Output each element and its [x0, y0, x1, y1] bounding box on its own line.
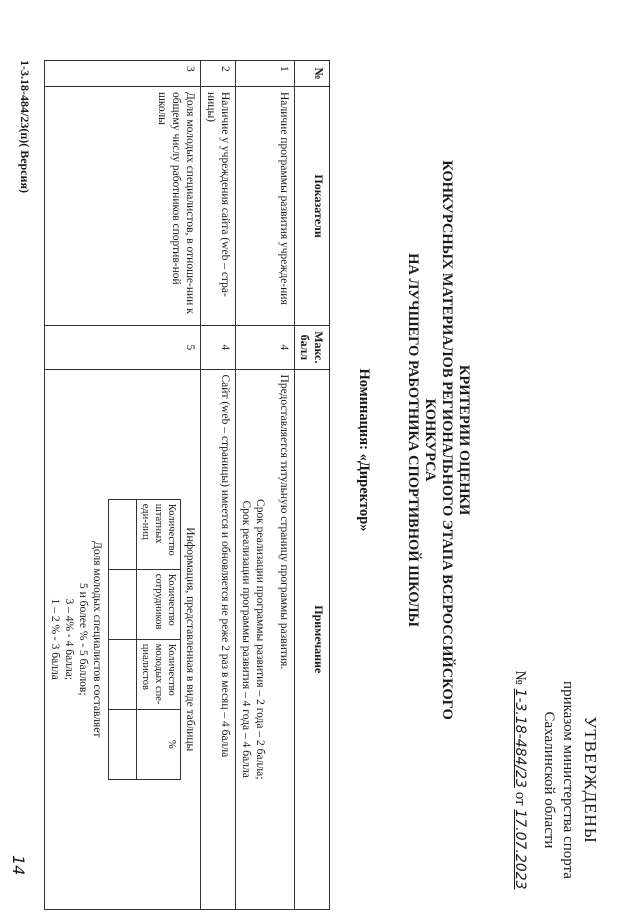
nomination-heading: Номинация: «Директор»	[356, 368, 372, 532]
share-line: Доля молодых специалистов составляет	[91, 541, 103, 738]
header-max-score: Макс. балл	[295, 326, 330, 369]
share-line: 1 – 2 % - 3 балла	[49, 598, 61, 680]
specialists-col-staff-units: Количество штатных еди-ниц	[137, 499, 181, 569]
row-note	[45, 369, 201, 909]
note-line: Предоставляется титульную страницу программы развития.	[278, 374, 290, 670]
share-line: 5 и более % - 5 баллов;	[77, 582, 89, 696]
row-max-score: 4	[236, 326, 295, 369]
order-number-value: 1-3.18-484/23	[512, 688, 528, 788]
share-scoring	[48, 375, 104, 904]
header-indicator: Показатели	[295, 86, 330, 325]
specialists-col-young: Количество молодых спе-циалистов	[137, 639, 181, 709]
order-number-prefix: №	[512, 670, 528, 685]
empty-cell	[109, 639, 137, 709]
header-note: Примечание	[295, 369, 330, 909]
document-title	[404, 120, 472, 760]
empty-cell	[109, 569, 137, 639]
criteria-table	[44, 60, 330, 910]
row-max-score: 4	[201, 326, 236, 369]
specialists-table-empty-row	[109, 499, 137, 779]
row-number: 1	[236, 61, 295, 87]
empty-cell	[109, 709, 137, 779]
table-row	[236, 61, 295, 910]
table-row	[201, 61, 236, 910]
table-header-row	[295, 61, 330, 910]
order-date-value: 17.07.2023	[512, 809, 528, 890]
specialists-col-percent: %	[137, 709, 181, 779]
title-line-3: НА ЛУЧШЕГО РАБОТНИКА СПОРТИВНОЙ ШКОЛЫ	[405, 253, 421, 627]
empty-cell	[109, 499, 137, 569]
note-line: Срок реализации программы развития – 4 года – 4 балла	[240, 500, 252, 778]
approval-stamp	[510, 660, 600, 900]
title-line-1: КРИТЕРИИ ОЦЕНКИ	[456, 364, 472, 516]
row-indicator: Наличие программы развития учрежде-ния	[236, 86, 295, 325]
specialists-table	[108, 499, 181, 780]
title-line-2: КОНКУРСНЫХ МАТЕРИАЛОВ РЕГИОНАЛЬНОГО ЭТАПА ВСЕРОССИЙСКОГО КОНКУРСА	[422, 160, 455, 720]
table-row	[45, 61, 201, 910]
specialists-table-header	[137, 499, 181, 779]
specialists-col-employees: Количество сотрудников	[137, 569, 181, 639]
document-version: 1-3.18-484/23(п)( Версия)	[18, 60, 32, 193]
header-number: №	[295, 61, 330, 87]
row-note: Сайт (web – страницы) имеется и обновляется не реже 2 раз в месяц – 4 балла	[201, 369, 236, 909]
order-reference	[510, 660, 529, 900]
row-note	[236, 369, 295, 909]
share-line: 3 – 4% - 4 балла;	[63, 598, 75, 681]
approval-heading: УТВЕРЖДЕНЫ	[581, 716, 600, 844]
row-max-score: 5	[45, 326, 201, 369]
approval-line-2: Сахалинской области	[541, 711, 557, 849]
row-number: 3	[45, 61, 201, 87]
approval-line-1: приказом министерства спорта	[560, 681, 576, 879]
note-intro: Информация, представленная в виде таблицы	[184, 527, 196, 752]
row-indicator: Наличие у учреждения сайта (web – стра-ницы)	[201, 86, 236, 325]
row-number: 2	[201, 61, 236, 87]
note-line: Срок реализации программы развития – 2 года – 2 балла;	[254, 499, 266, 780]
order-date-prefix: от	[512, 791, 528, 806]
row-indicator: Доля молодых специалистов, в отноше-нии к общему числу работников спортив-ной школы	[45, 86, 201, 325]
page-number: 14	[9, 855, 28, 876]
